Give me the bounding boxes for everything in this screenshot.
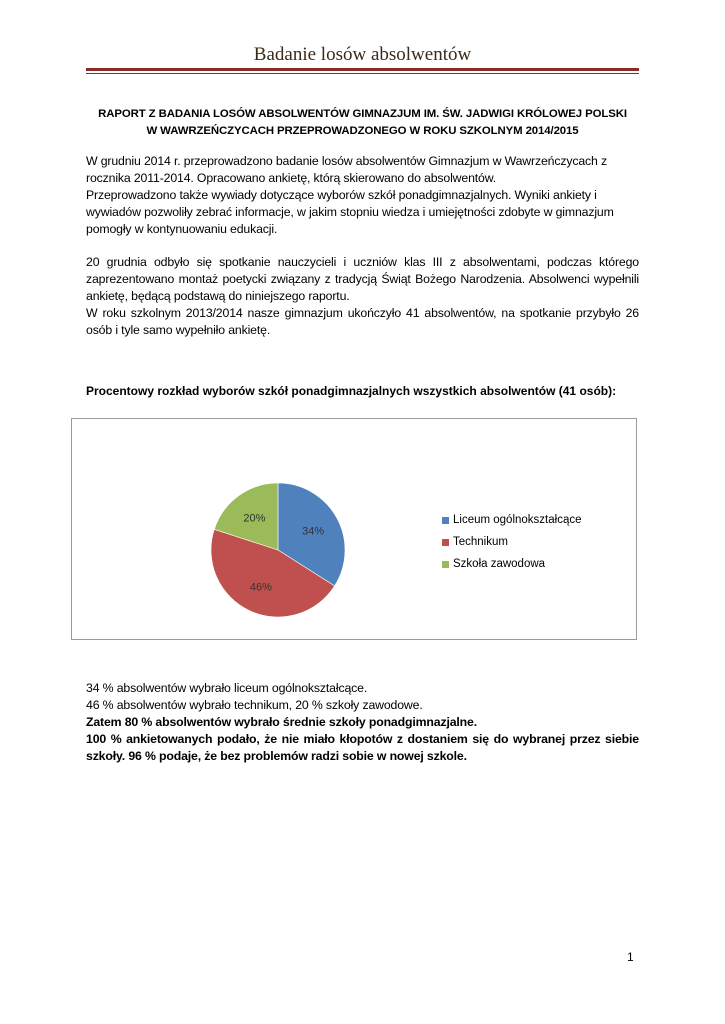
pie-label-technikum: 46% [249,581,272,594]
header-divider-thin [86,73,639,74]
summary-line-1: 34 % absolwentów wybrało liceum ogólnokształcące. [86,681,368,695]
pie-label-liceum: 34% [302,525,325,538]
intro-paragraph [86,153,639,238]
summary [86,680,639,765]
report-title-line-1: RAPORT Z BADANIA LOSÓW ABSOLWENTÓW GIMNAZJUM IM. ŚW. JADWIGI KRÓLOWEJ POLSKI [98,108,627,120]
chart-heading: Procentowy rozkład wyborów szkół ponadgimnazjalnych wszystkich absolwentów (41 osób): [86,384,617,398]
legend-swatch-technikum [442,539,449,546]
legend-item [442,536,582,558]
intro-text-2: Przeprowadzono także wywiady dotyczące wyborów szkół ponadgimnazjalnych. Wyniki ankiety i wywiadów pozwoliły zebrać informacje, w jakim stopniu wiedza i umiejętności zdobyte w gimnazjum pomogły w kontynuowaniu edukacji. [86,188,614,236]
legend-item [442,514,582,536]
legend-item [442,558,582,580]
page-header-title: Badanie losów absolwentów [253,44,472,65]
pie-chart [71,418,637,640]
summary-line-4: 100 % ankietowanych podało, że nie miało kłopotów z dostaniem się do wybranej przez siebie szkoły. 96 % podaje, że bez problemów radzi sobie w nowej szkole. [86,732,639,763]
pie-label-zawodowa: 20% [243,512,266,525]
report-title [86,106,639,140]
summary-line-3: Zatem 80 % absolwentów wybrało średnie szkoły ponadgimnazjalne. [86,715,477,729]
meeting-text-2: W roku szkolnym 2013/2014 nasze gimnazjum ukończyło 41 absolwentów, na spotkanie przybyło 26 osób i tyle samo wypełniło ankietę. [86,306,639,337]
chart-legend [442,514,582,580]
page-number: 1 [627,950,634,964]
summary-line-2: 46 % absolwentów wybrało technikum, 20 % szkoły zawodowe. [86,698,423,712]
header-divider [86,68,639,71]
legend-label-liceum: Liceum ogólnokształcące [453,514,582,526]
legend-swatch-liceum [442,517,449,524]
legend-label-zawodowa: Szkoła zawodowa [453,558,546,570]
intro-text-1: W grudniu 2014 r. przeprowadzono badanie losów absolwentów Gimnazjum w Wawrzeńczycach z rocznika 2011-2014. Opracowano ankietę, którą skierowano do absolwentów. [86,154,607,185]
legend-swatch-zawodowa [442,561,449,568]
meeting-text-1: 20 grudnia odbyło się spotkanie nauczycieli i uczniów klas III z absolwentami, podczas którego zaprezentowano montaż poetycki związany z tradycją Świąt Bożego Narodzenia. Absolwenci wypełnili ankietę, będącą podstawą do niniejszego raportu. [86,255,639,303]
meeting-paragraph [86,254,639,339]
report-title-line-2: W WAWRZEŃCZYCACH PRZEPROWADZONEGO W ROKU SZKOLNYM 2014/2015 [146,125,579,137]
legend-label-technikum: Technikum [453,536,508,548]
